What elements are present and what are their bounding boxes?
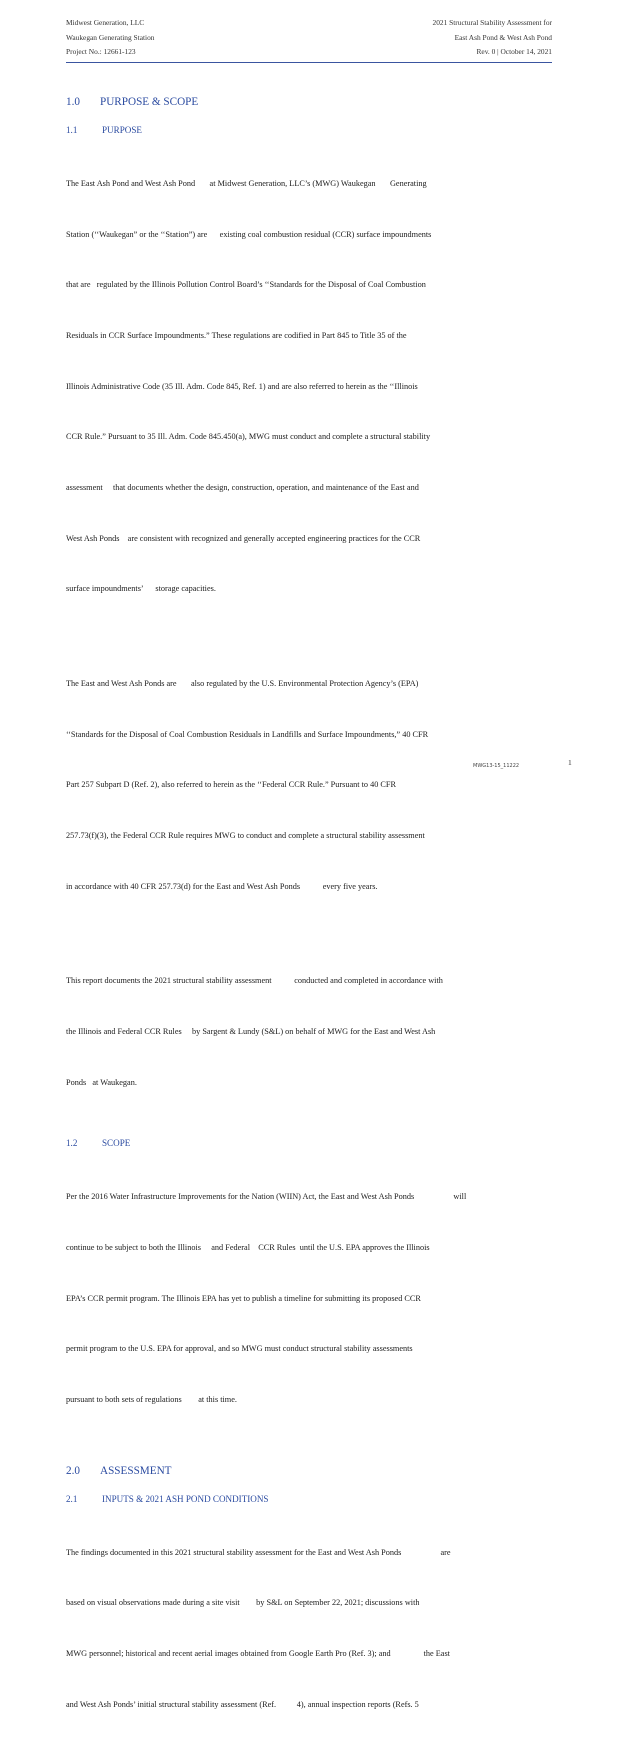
- text-line: based on visual observations made during a site visit by S&L on September 22, 2021; discussions with: [66, 1598, 420, 1608]
- text-line: continue to be subject to both the Illinois and Federal CCR Rules until the U.S. EPA approves the Illinois: [66, 1242, 430, 1252]
- subsection-number: 2.1: [66, 1493, 78, 1504]
- text-line: Ponds at Waukegan.: [66, 1077, 137, 1087]
- subsection-title: PURPOSE: [102, 125, 142, 135]
- subsection-number: 1.2: [66, 1138, 78, 1149]
- text-line: permit program to the U.S. EPA for approval, and so MWG must conduct structural stability assessments: [66, 1344, 413, 1354]
- text-line: Residuals in CCR Surface Impoundments.” These regulations are codified in Part 845 to Title 35 of the: [66, 330, 407, 340]
- text-line: and West Ash Ponds’ initial structural stability assessment (Ref. 4), annual inspection reports (Refs. 5: [66, 1699, 419, 1709]
- header-station: Waukegan Generating Station: [66, 32, 155, 42]
- text-line: Illinois Administrative Code (35 Ill. Adm. Code 845, Ref. 1) and are also referred to herein as the ‘‘Illinois: [66, 381, 418, 391]
- paragraph-inputs: [66, 1511, 552, 1748]
- footer-document-code: MWG13-15_11222: [473, 763, 520, 769]
- header-company: Midwest Generation, LLC: [66, 18, 145, 27]
- section-title: PURPOSE & SCOPE: [100, 96, 199, 108]
- subsection-title: INPUTS & 2021 ASH POND CONDITIONS: [102, 1493, 269, 1504]
- text-line: MWG personnel; historical and recent aerial images obtained from Google Earth Pro (Ref. 3); and the East: [66, 1648, 450, 1658]
- paragraph-purpose-1: [66, 142, 552, 632]
- paragraph-scope: [66, 1155, 552, 1442]
- text-line: the Illinois and Federal CCR Rules by Sargent & Lundy (S&L) on behalf of MWG for the East and West Ash: [66, 1026, 436, 1036]
- section-number: 1.0: [66, 96, 80, 108]
- subsection-heading-purpose: [66, 122, 552, 138]
- text-line: Part 257 Subpart D (Ref. 2), also referred to herein as the ‘‘Federal CCR Rule.” Pursuant to 40 CFR: [66, 780, 397, 790]
- text-line: Per the 2016 Water Infrastructure Improvements for the Nation (WIIN) Act, the East and West Ash Ponds will: [66, 1192, 467, 1202]
- header-divider: [66, 62, 552, 63]
- text-line: surface impoundments’ storage capacities.: [66, 584, 216, 594]
- header-project-no: Project No.: 12661-123: [66, 47, 136, 56]
- subsection-number: 1.1: [66, 125, 78, 135]
- subsection-title: SCOPE: [102, 1138, 131, 1149]
- text-line: ‘‘Standards for the Disposal of Coal Combustion Residuals in Landfills and Surface Impoundments,” 40 CFR: [66, 729, 429, 739]
- text-line: The East and West Ash Ponds are also regulated by the U.S. Environmental Protection Agency’s (EPA): [66, 678, 419, 688]
- text-line: EPA’s CCR permit program. The Illinois EPA has yet to publish a timeline for submitting its proposed CCR: [66, 1293, 421, 1303]
- text-line: in accordance with 40 CFR 257.73(d) for the East and West Ash Ponds every five years.: [66, 881, 378, 891]
- text-line: Station (‘‘Waukegan” or the ‘‘Station”) are existing coal combustion residual (CCR) surface impoundments: [66, 229, 432, 239]
- paragraph-purpose-3: [66, 939, 552, 1125]
- section-title: ASSESSMENT: [100, 1464, 172, 1477]
- header-revision-date: Rev. 0 | October 14, 2021: [476, 47, 552, 56]
- header-ponds: East Ash Pond & West Ash Pond: [454, 32, 552, 42]
- text-line: The findings documented in this 2021 structural stability assessment for the East and West Ash Ponds are: [66, 1547, 451, 1557]
- section-heading-assessment: [66, 1461, 552, 1481]
- subsection-heading-inputs: [66, 1491, 552, 1507]
- page-header: [66, 16, 552, 60]
- section-number: 2.0: [66, 1464, 80, 1477]
- text-line: The East Ash Pond and West Ash Pond at Midwest Generation, LLC’s (MWG) Waukegan Generating: [66, 178, 427, 188]
- document-body: [66, 92, 552, 1753]
- section-heading-purpose-scope: [66, 92, 552, 112]
- text-line: assessment that documents whether the design, construction, operation, and maintenance of the East and: [66, 483, 419, 493]
- text-line: pursuant to both sets of regulations at this time.: [66, 1395, 237, 1405]
- subsection-heading-scope: [66, 1135, 552, 1151]
- text-line: West Ash Ponds are consistent with recognized and generally accepted engineering practices for the CCR: [66, 533, 421, 543]
- text-line: This report documents the 2021 structural stability assessment conducted and completed in accordance with: [66, 976, 443, 986]
- text-line: 257.73(f)(3), the Federal CCR Rule requires MWG to conduct and complete a structural stability assessment: [66, 831, 425, 841]
- header-report-title: 2021 Structural Stability Assessment for: [432, 18, 552, 27]
- page-number: 1: [568, 758, 572, 767]
- text-line: that are regulated by the Illinois Pollution Control Board’s ‘‘Standards for the Disposal of Coal Combustion: [66, 280, 426, 290]
- text-line: CCR Rule.” Pursuant to 35 Ill. Adm. Code 845.450(a), MWG must conduct and complete a structural stability: [66, 432, 431, 442]
- paragraph-purpose-2: [66, 642, 552, 929]
